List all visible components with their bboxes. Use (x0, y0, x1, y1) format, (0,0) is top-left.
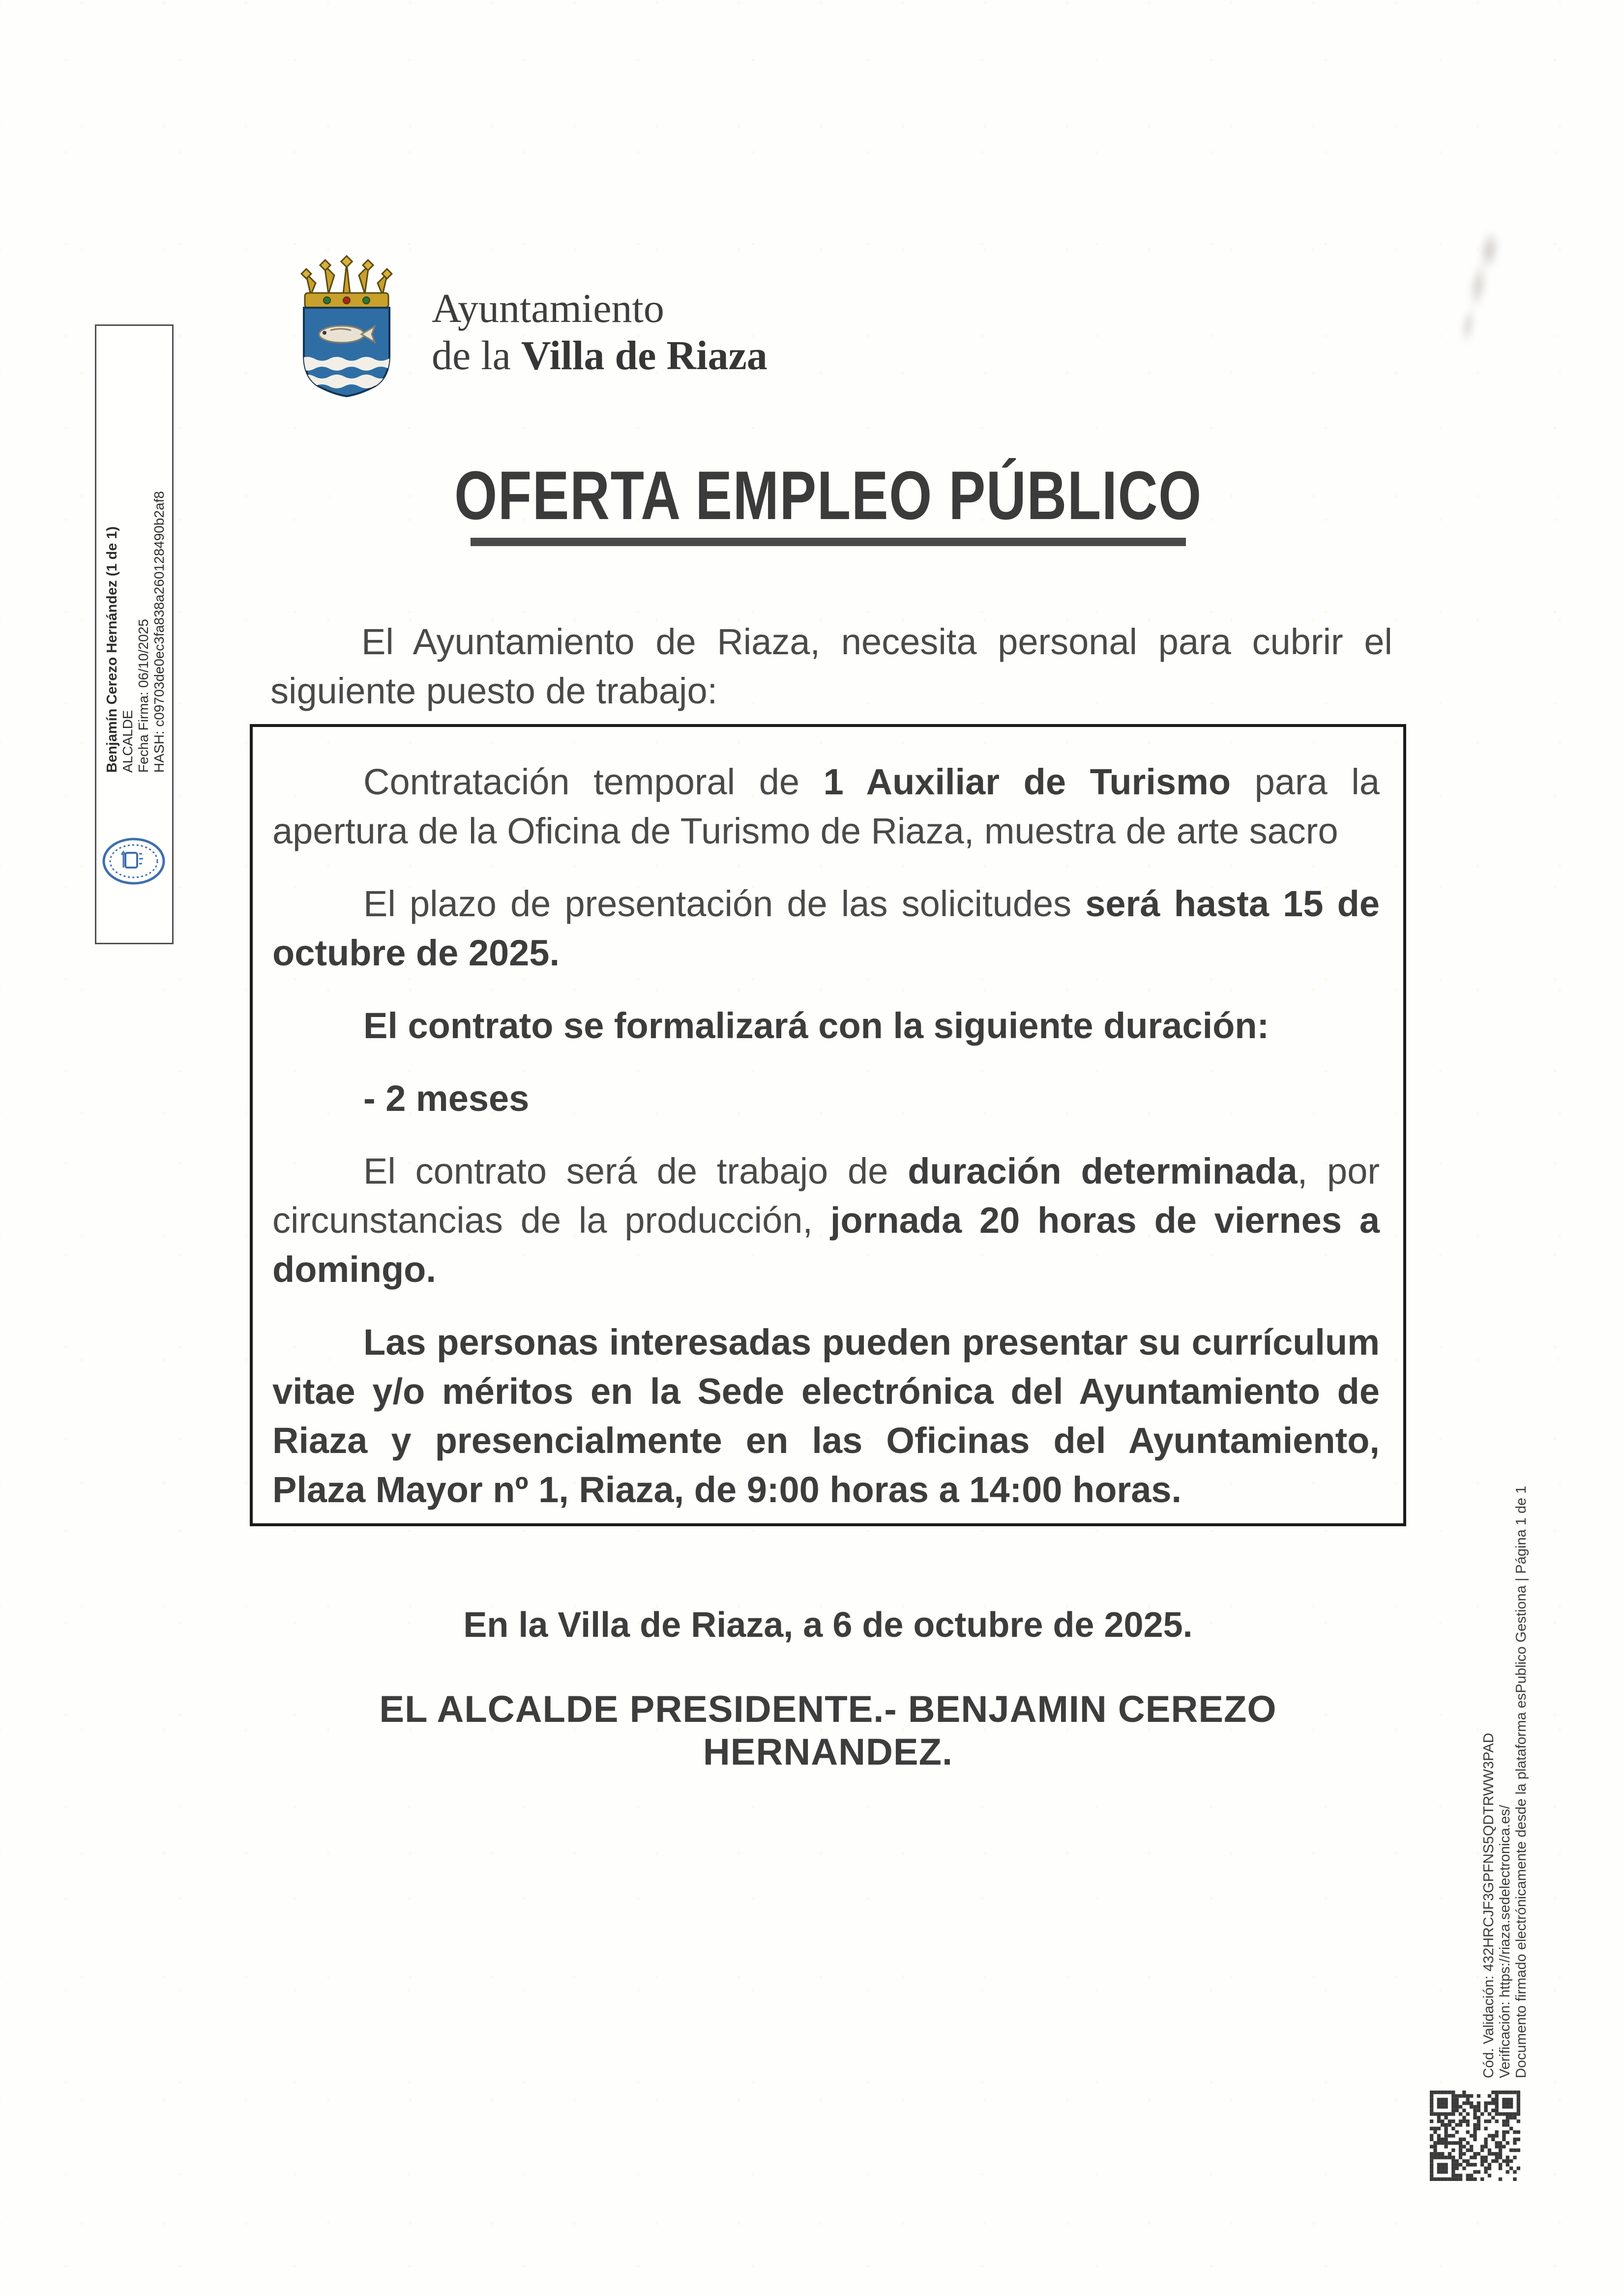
logo-line-2 (432, 332, 768, 379)
page-title: OFERTA EMPLEO PÚBLICO (454, 457, 1202, 534)
intro-paragraph: El Ayuntamiento de Riaza, necesita personal para cubrir el siguiente puesto de trabajo: (270, 621, 1392, 711)
date-line: En la Villa de Riaza, a 6 de octubre de 2025. (463, 1605, 1193, 1645)
notice-paragraph: El plazo de presentación de las solicitudes será hasta 15 de octubre de 2025. (272, 883, 1380, 973)
notice-paragraph: Contratación temporal de 1 Auxiliar de Turismo para la apertura de la Oficina de Turismo de Riaza, muestra de arte sacro (272, 761, 1380, 851)
notice-paragraph: El contrato será de trabajo de duración determinada, por circunstancias de la producción, jornada 20 horas de viernes a domingo. (272, 1151, 1380, 1290)
validation-sidebar (1481, 1424, 1530, 2078)
municipal-seal-icon (102, 837, 166, 885)
logo-line-2-bold: Villa de Riaza (521, 333, 768, 378)
notice-box (250, 724, 1406, 1526)
title-underline (471, 538, 1186, 546)
stamp-sign-date: Fecha Firma: 06/10/2025 (136, 619, 151, 773)
logo-line-2-prefix: de la (432, 333, 521, 378)
stamp-signer-name: Benjamín Cerezo Hernández (1 de 1) (104, 526, 120, 773)
qr-code (1430, 2091, 1520, 2181)
validation-code: Cód. Validación: 432HRCJF3GPFNS5QDTRWW3PAD (1481, 1733, 1497, 2078)
stamp-hash: HASH: c09703de0ec3fa838a260128490b2af8 (151, 491, 167, 773)
scan-smudge-artifact (1444, 228, 1516, 357)
platform-note: Documento firmado electrónicamente desde la plataforma esPublico Gestiona | Página 1 de 1 (1513, 1485, 1529, 2078)
header-logo (285, 245, 768, 398)
signature-line: EL ALCALDE PRESIDENTE.- BENJAMIN CEREZO HERNANDEZ. (379, 1688, 1277, 1773)
title-block (250, 457, 1406, 546)
stamp-signer-role: ALCALDE (120, 710, 135, 773)
signature-stamp-text (104, 429, 167, 773)
logo-text (432, 285, 768, 379)
notice-paragraph: - 2 meses (363, 1078, 530, 1119)
verification-url: Verificación: https://riaza.sedelectronica.es/ (1497, 1804, 1513, 2078)
logo-line-1: Ayuntamiento (432, 286, 664, 331)
coat-of-arms-icon (285, 245, 408, 398)
notice-paragraph: El contrato se formalizará con la siguiente duración: (363, 1005, 1270, 1046)
notice-paragraph: Las personas interesadas pueden presentar su currículum vitae y/o méritos en la Sede electrónica del Ayuntamiento de Riaza y presencialmente en las Oficinas del Ayuntamiento, Plaza Mayor nº 1, Riaza, de 9:00 horas a 14:00 horas. (272, 1322, 1380, 1510)
